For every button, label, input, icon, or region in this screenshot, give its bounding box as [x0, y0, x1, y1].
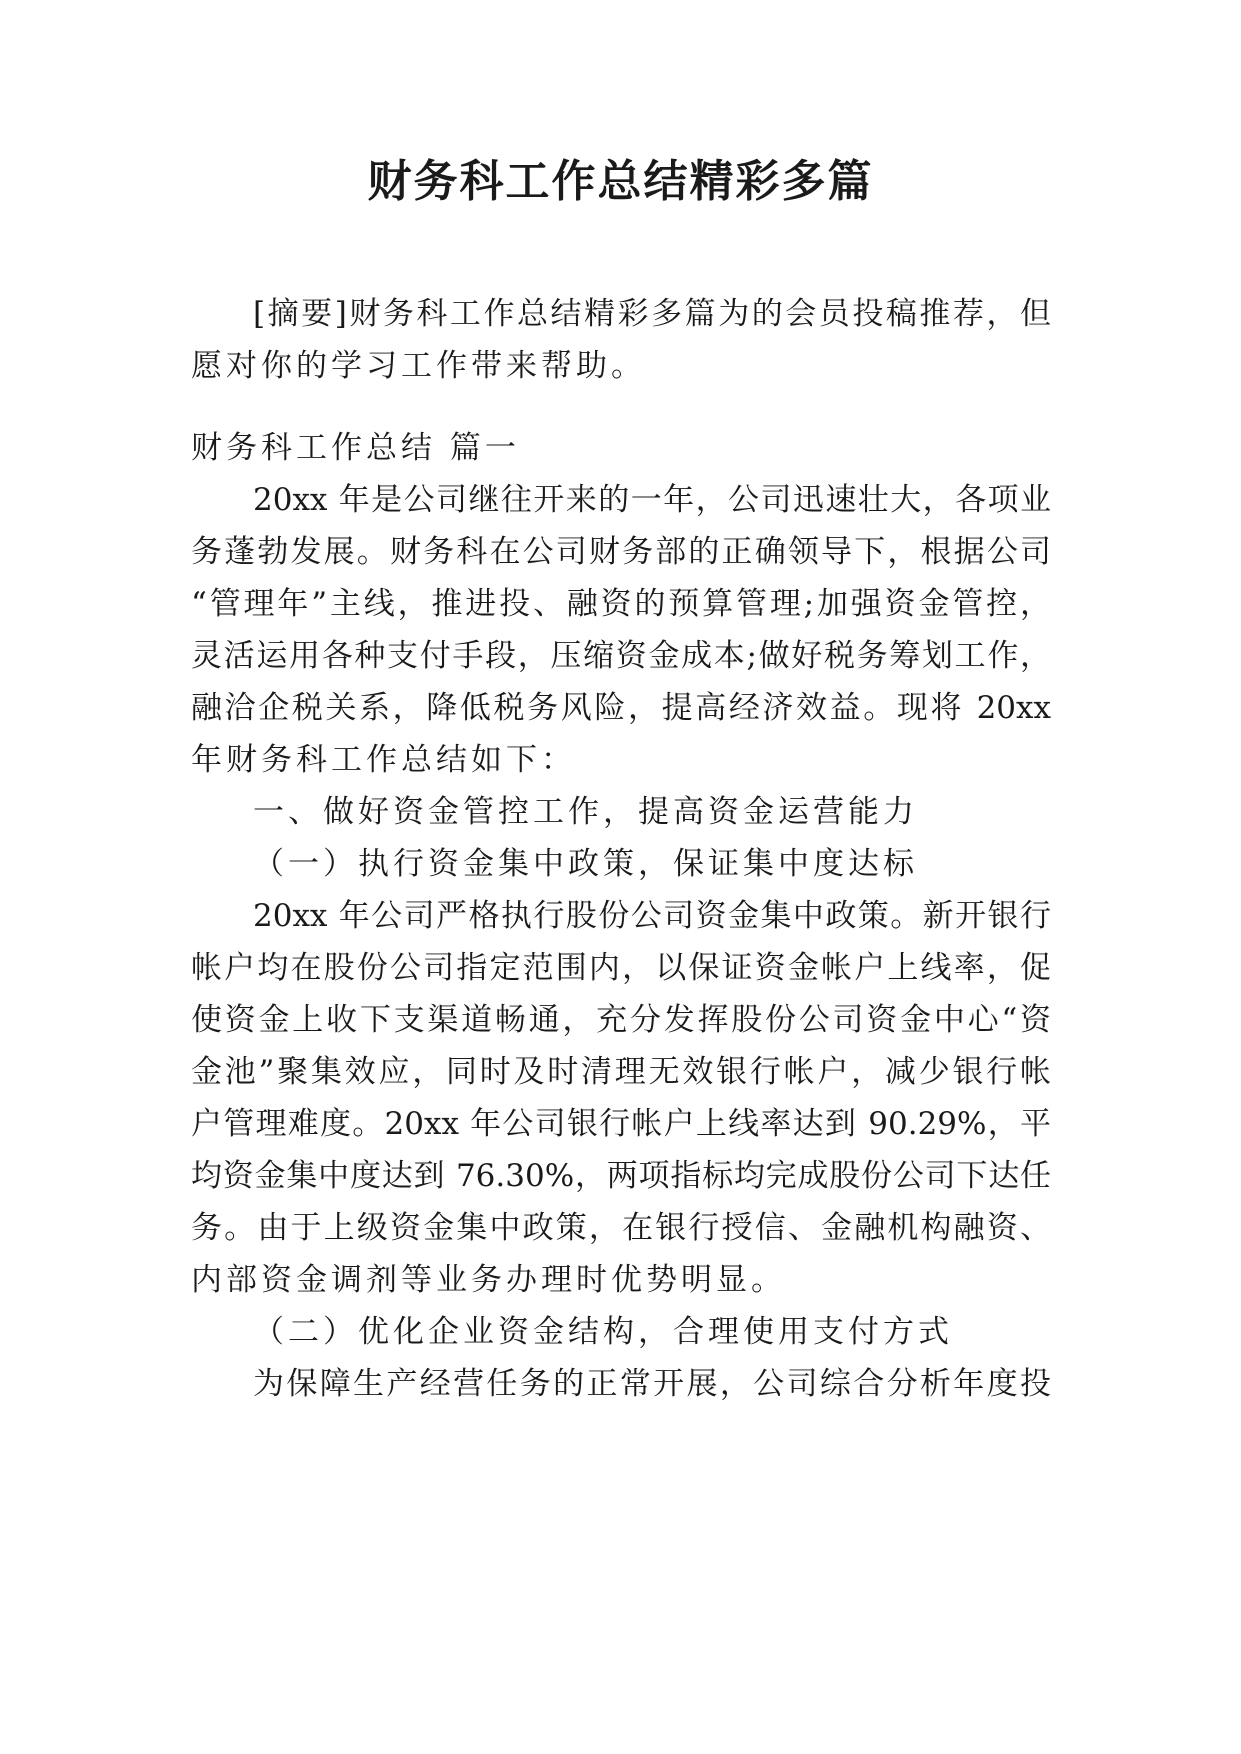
paragraph-line: 使资金上收下支渠道畅通，充分发挥股份公司资金中心“资 — [191, 1002, 1051, 1038]
paragraph-line: 融洽企税关系，降低税务风险，提高经济效益。现将 20xx — [191, 690, 1051, 726]
paragraph-line: 务蓬勃发展。财务科在公司财务部的正确领导下，根据公司 — [191, 534, 1051, 570]
paragraph-line: 帐户均在股份公司指定范围内，以保证资金帐户上线率，促 — [191, 950, 1051, 986]
paragraph-line: 均资金集中度达到 76.30%，两项指标均完成股份公司下达任 — [191, 1158, 1051, 1194]
document-title: 财务科工作总结精彩多篇 — [367, 156, 874, 207]
paragraph-line: 内部资金调剂等业务办理时优势明显。 — [191, 1262, 786, 1298]
abstract-line-1: [摘要]财务科工作总结精彩多篇为的会员投稿推荐，但 — [253, 296, 1051, 332]
paragraph-line: 20xx 年公司严格执行股份公司资金集中政策。新开银行 — [253, 898, 1051, 934]
paragraph-line: 20xx 年是公司继往开来的一年，公司迅速壮大，各项业 — [253, 482, 1051, 518]
paragraph-line: 灵活运用各种支付手段，压缩资金成本;做好税务筹划工作， — [191, 638, 1051, 674]
paragraph-line: 年财务科工作总结如下： — [191, 742, 576, 778]
paragraph-line: 户管理难度。20xx 年公司银行帐户上线率达到 90.29%，平 — [191, 1106, 1051, 1142]
subheading-1: 一、做好资金管控工作，提高资金运营能力 — [253, 794, 918, 830]
subheading-1-2: （二）优化企业资金结构，合理使用支付方式 — [253, 1314, 953, 1350]
paragraph-line: 金池”聚集效应，同时及时清理无效银行帐户，减少银行帐 — [191, 1054, 1051, 1090]
section-heading: 财务科工作总结 篇一 — [191, 430, 520, 466]
subheading-1-1: （一）执行资金集中政策，保证集中度达标 — [253, 846, 918, 882]
paragraph-line: 为保障生产经营任务的正常开展，公司综合分析年度投 — [253, 1366, 1051, 1402]
paragraph-line: 务。由于上级资金集中政策，在银行授信、金融机构融资、 — [191, 1210, 1051, 1246]
paragraph-line: “管理年”主线，推进投、融资的预算管理;加强资金管控， — [191, 586, 1051, 622]
abstract-line-2: 愿对你的学习工作带来帮助。 — [191, 348, 646, 384]
